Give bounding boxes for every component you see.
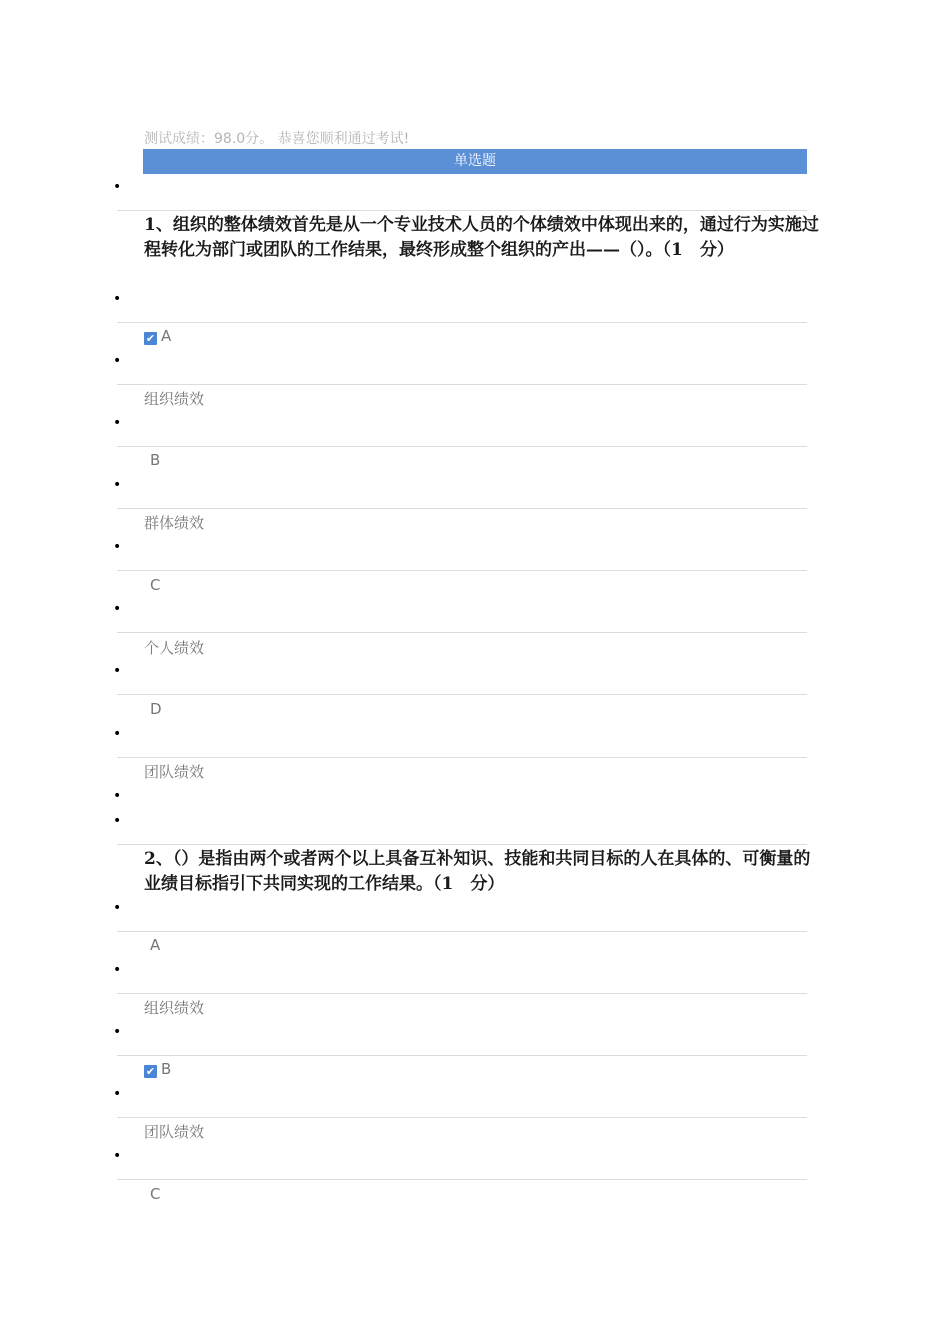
- option-1b[interactable]: B: [150, 451, 161, 469]
- divider: [117, 931, 807, 932]
- option-1d[interactable]: D: [150, 700, 162, 718]
- checkbox-checked-icon[interactable]: ✔: [145, 1065, 156, 1078]
- option-2a-text: 组织绩效: [144, 999, 205, 1017]
- divider: [117, 1117, 807, 1118]
- option-1a-text: 组织绩效: [144, 390, 205, 408]
- list-bullet: •: [113, 179, 122, 195]
- list-bullet: •: [113, 663, 122, 679]
- divider: [117, 322, 807, 323]
- option-2c[interactable]: C: [150, 1185, 161, 1203]
- list-bullet: •: [113, 1024, 122, 1040]
- divider: [117, 757, 807, 758]
- option-1b-text: 群体绩效: [144, 514, 205, 532]
- section-title-bar: 单选题: [143, 149, 807, 174]
- question-2-text: 2、（）是指由两个或者两个以上具备互补知识、技能和共同目标的人在具体的、可衡量的业绩目标指引下共同实现的工作结果。（1 分）: [144, 849, 811, 894]
- option-1d-text: 团队绩效: [144, 763, 205, 781]
- option-1c-text: 个人绩效: [144, 639, 205, 657]
- divider: [117, 1179, 807, 1180]
- list-bullet: •: [113, 415, 122, 431]
- divider: [117, 210, 807, 211]
- list-bullet: •: [113, 900, 122, 916]
- list-bullet: •: [113, 726, 122, 742]
- list-bullet: •: [113, 1148, 122, 1164]
- checkbox-checked-icon[interactable]: ✔: [145, 332, 156, 345]
- divider: [117, 993, 807, 994]
- question-1-text: 1、组织的整体绩效首先是从一个专业技术人员的个体绩效中体现出来的，通过行为实施过程转化为部门或团队的工作结果，最终形成整个组织的产出——（）。（1 分）: [144, 215, 819, 260]
- divider: [117, 844, 807, 845]
- list-bullet: •: [113, 813, 122, 829]
- option-1c[interactable]: C: [150, 576, 161, 594]
- option-2b[interactable]: [144, 1060, 171, 1078]
- list-bullet: •: [113, 291, 122, 307]
- option-2a[interactable]: A: [150, 936, 161, 954]
- list-bullet: •: [113, 601, 122, 617]
- list-bullet: •: [113, 962, 122, 978]
- divider: [117, 508, 807, 509]
- list-bullet: •: [113, 477, 122, 493]
- list-bullet: •: [113, 788, 122, 804]
- list-bullet: •: [113, 539, 122, 555]
- score-text: 测试成绩：98.0分。 恭喜您顺利通过考试!: [144, 131, 410, 147]
- divider: [117, 1055, 807, 1056]
- divider: [117, 632, 807, 633]
- list-bullet: •: [113, 1086, 122, 1102]
- divider: [117, 446, 807, 447]
- list-bullet: •: [113, 353, 122, 369]
- option-letter: B: [161, 1060, 172, 1078]
- divider: [117, 384, 807, 385]
- option-1a[interactable]: [144, 327, 171, 345]
- option-letter: A: [161, 327, 172, 345]
- divider: [117, 694, 807, 695]
- option-2b-text: 团队绩效: [144, 1123, 205, 1141]
- divider: [117, 570, 807, 571]
